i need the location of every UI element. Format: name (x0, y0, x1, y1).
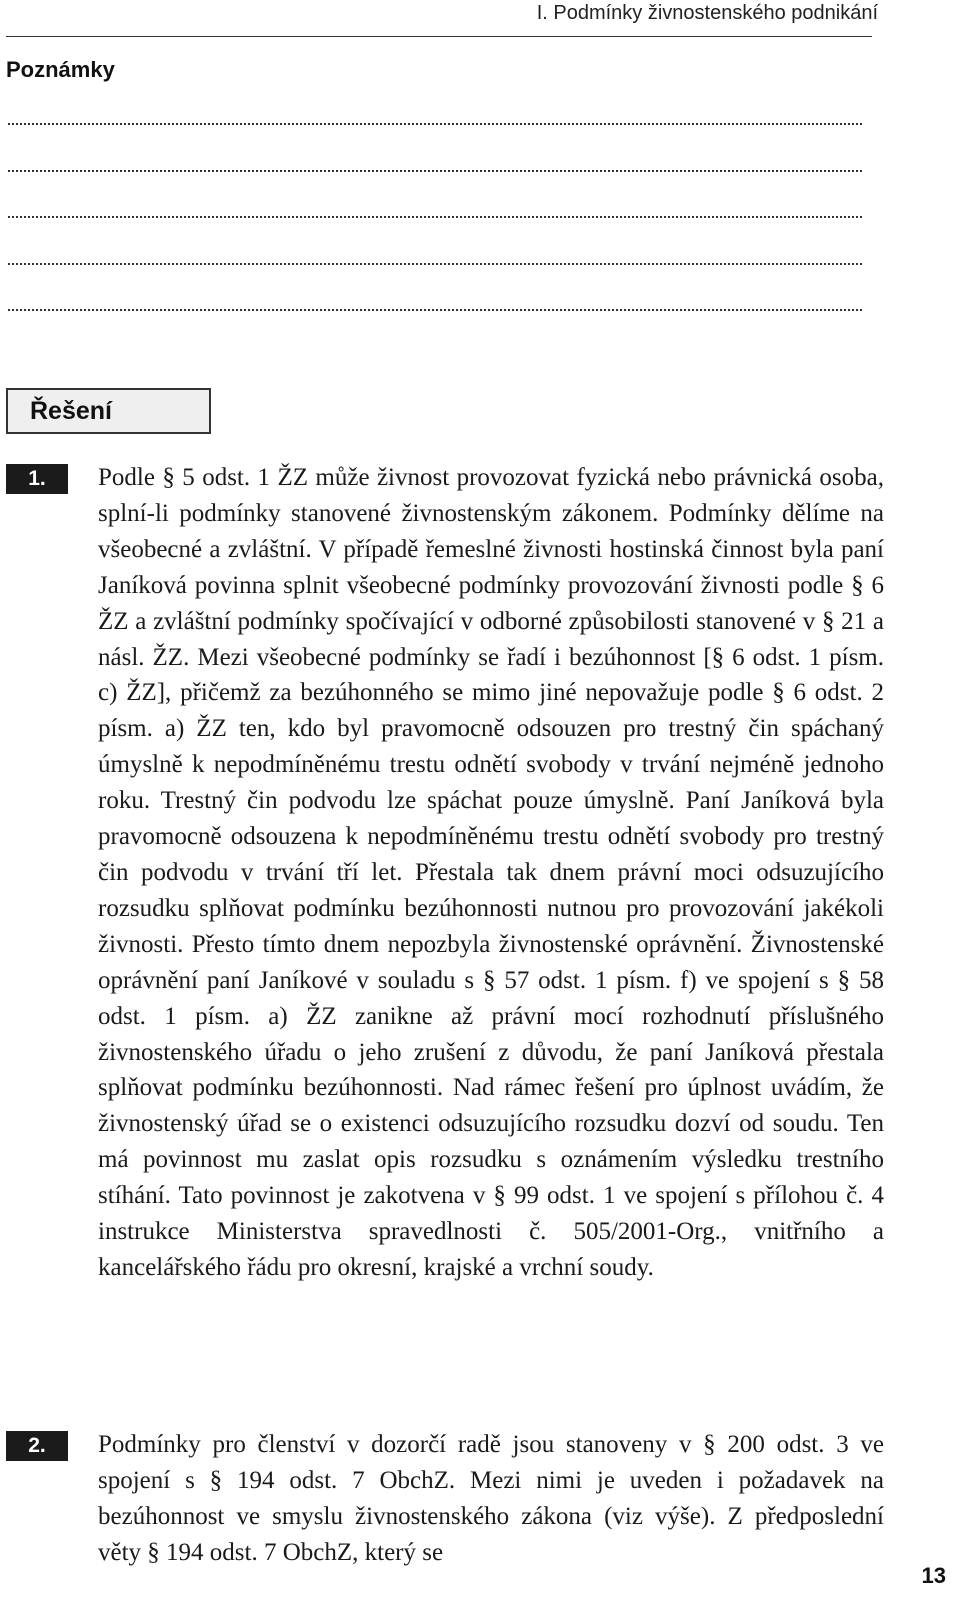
note-line (8, 216, 862, 218)
page-number: 13 (921, 1563, 946, 1588)
item-number-2: 2. (6, 1431, 68, 1461)
solution-heading: Řešení (6, 388, 211, 434)
notes-heading: Poznámky (6, 57, 115, 82)
note-line (8, 309, 862, 311)
running-header: I. Podmínky živnostenského podnikání (536, 2, 878, 24)
solution-paragraph-2: Podmínky pro členství v dozorčí radě jsou stanoveny v § 200 odst. 3 ve spojení s § 194 odst. 7 ObchZ. Mezi nimi je uveden i požadavek na bezúhonnost ve smyslu živnostenského zákona (viz výše). Z předposlední věty § 194 odst. 7 ObchZ, který se (98, 1431, 884, 1566)
solution-paragraph-1: Podle § 5 odst. 1 ŽZ může živnost provozovat fyzická nebo právnická osoba, splní-li podmínky stanovené živnostenským zákonem. Podmínky dělíme na všeobecné a zvláštní. V případě řemeslné živnosti hostinská činnost byla paní Janíková povinna splnit všeobecné podmínky provozování živnosti podle § 6 ŽZ a zvláštní podmínky spočívající v odborné způsobilosti stanovené v § 21 a násl. ŽZ. Mezi všeobecné podmínky se řadí i bezúhonnost [§ 6 odst. 1 písm. c) ŽZ], přičemž za bezúhonného se mimo jiné nepovažuje podle § 6 odst. 2 písm. a) ŽZ ten, kdo byl pravomocně odsouzen pro trestný čin spáchaný úmyslně k nepodmíněnému trestu odnětí svobody v trvání nejméně jednoho roku. Trestný čin podvodu lze spáchat pouze úmyslně. Paní Janíková byla pravomocně odsouzena k nepodmíněnému trestu odnětí svobody pro trestný čin podvodu v trvání tří let. Přestala tak dnem právní moci odsuzujícího rozsudku splňovat podmínku bezúhonnosti nutnou pro provozování jakékoli živnosti. Přesto tímto dnem nepozbyla živnostenské oprávnění. Živnostenské oprávnění paní Janíkové v souladu s § 57 odst. 1 písm. f) ve spojení s § 58 odst. 1 písm. a) ŽZ zanikne až právní mocí rozhodnutí příslušného živnostenského úřadu o jeho zrušení z důvodu, že paní Janíková přestala splňovat podmínku bezúhonnosti. Nad rámec řešení pro úplnost uvádím, že živnostenský úřad se o existenci odsuzujícího rozsudku dozví od soudu. Ten má povinnost mu zaslat opis rozsudku s oznámením výsledku trestního stíhání. Tato povinnost je zakotvena v § 99 odst. 1 ve spojení s přílohou č. 4 instrukce Ministerstva spravedlnosti č. 505/2001-Org., vnitřního a kancelářského řádu pro okresní, krajské a vrchní soudy. (98, 464, 884, 1281)
note-line (8, 170, 862, 172)
item-number-1: 1. (6, 464, 68, 494)
header-divider (6, 36, 872, 37)
note-line (8, 263, 862, 265)
note-line (8, 123, 862, 125)
